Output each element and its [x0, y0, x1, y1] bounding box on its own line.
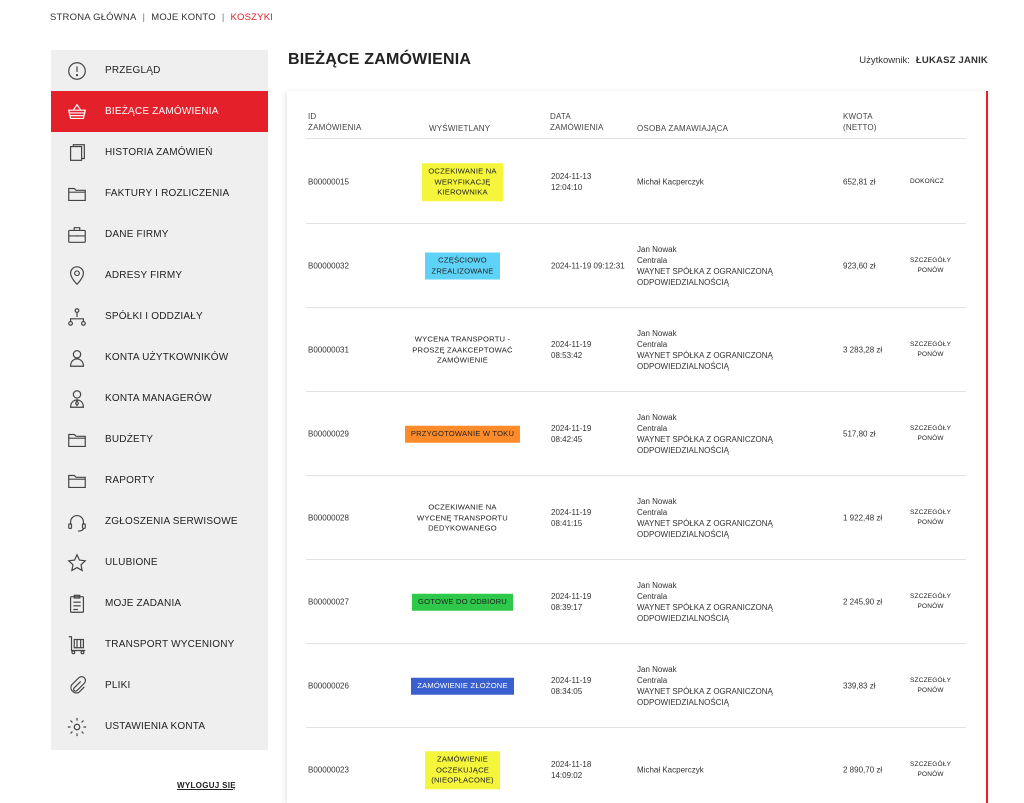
order-date-line: 2024-11-19	[551, 676, 592, 685]
alert-circle-icon	[65, 59, 89, 83]
order-date-line: 08:39:17	[551, 603, 583, 612]
status-line: (NIEOPŁACONE)	[431, 775, 494, 785]
order-id: B00000026	[308, 681, 349, 691]
status-badge	[398, 502, 528, 534]
header-divider	[306, 138, 966, 139]
ordering-person-line: ODPOWIEDZIALNOŚCIĄ	[637, 614, 730, 623]
row-actions	[910, 256, 951, 276]
ordering-person-line: WAYNET SPÓŁKA Z OGRANICZONĄ	[637, 687, 773, 696]
ordering-person	[637, 328, 827, 372]
header-order-date-line2: ZAMÓWIENIA	[550, 123, 604, 132]
details-link[interactable]: SZCZEGÓŁY	[910, 761, 952, 768]
order-id: B00000027	[308, 597, 349, 607]
basket-icon	[65, 100, 89, 124]
status-cell	[391, 426, 534, 443]
status-line: ZAMÓWIENIE	[437, 754, 488, 764]
order-date	[551, 261, 631, 272]
ordering-person-line: WAYNET SPÓŁKA Z OGRANICZONĄ	[637, 267, 773, 276]
sidebar-item-11[interactable]	[51, 501, 268, 542]
status-line: KIEROWNIKA	[437, 187, 488, 197]
sidebar-item-8[interactable]	[51, 378, 268, 419]
sidebar-item-label: RAPORTY	[105, 475, 155, 486]
status-line: OCZEKUJĄCE	[435, 764, 490, 774]
status-line: WYCENĘ TRANSPORTU	[417, 512, 508, 522]
sidebar-item-label: ADRESY FIRMY	[105, 270, 183, 281]
status-line: CZĘŚCIOWO	[438, 255, 487, 265]
repeat-link[interactable]: PONÓW	[917, 435, 944, 442]
ordering-person	[637, 664, 827, 708]
ordering-person	[637, 412, 827, 456]
order-date-line: 2024-11-19	[551, 340, 592, 349]
status-line: OCZEKIWANIE NA	[428, 166, 497, 176]
order-date-line: 2024-11-19 09:12:31	[551, 261, 625, 271]
details-link[interactable]: SZCZEGÓŁY	[910, 593, 952, 600]
location-pin-icon	[65, 264, 89, 288]
ordering-person-line: WAYNET SPÓŁKA Z OGRANICZONĄ	[637, 351, 773, 360]
sidebar-item-0[interactable]	[51, 50, 268, 91]
row-actions	[910, 177, 944, 187]
status-badge	[422, 163, 502, 201]
manager-icon	[65, 387, 89, 411]
sidebar-item-5[interactable]	[51, 255, 268, 296]
user-icon	[65, 346, 89, 370]
sidebar-item-label: MOJE ZADANIA	[105, 598, 182, 609]
clipboard-icon	[65, 592, 89, 616]
status-line: ZAMÓWIENIE ZŁOŻONE	[417, 680, 508, 690]
row-actions	[910, 340, 951, 360]
details-link[interactable]: SZCZEGÓŁY	[910, 425, 952, 432]
status-line: GOTOWE DO ODBIORU	[418, 596, 507, 606]
status-cell	[391, 253, 534, 280]
table-row	[287, 476, 987, 560]
sidebar-item-label: KONTA UŻYTKOWNIKÓW	[105, 352, 229, 363]
order-amount: 3 283,28 zł	[843, 345, 883, 355]
ordering-person-line: Jan Nowak	[637, 413, 677, 422]
status-line: ZAMÓWIENIE	[437, 355, 488, 365]
order-amount: 652,81 zł	[843, 177, 876, 187]
folder-icon	[65, 469, 89, 493]
sidebar-item-2[interactable]	[51, 132, 268, 173]
sidebar-item-10[interactable]	[51, 460, 268, 501]
order-date-line: 08:42:45	[551, 435, 583, 444]
ordering-person-line: WAYNET SPÓŁKA Z OGRANICZONĄ	[637, 435, 773, 444]
user-name: ŁUKASZ JANIK	[915, 55, 988, 66]
repeat-link[interactable]: PONÓW	[917, 351, 944, 358]
status-line: DEDYKOWANEGO	[428, 523, 497, 533]
sidebar-nav	[51, 50, 268, 750]
order-date-line: 12:04:10	[551, 183, 583, 192]
order-date	[551, 591, 631, 613]
row-actions	[910, 424, 951, 444]
order-date-line: 2024-11-13	[551, 172, 592, 181]
sidebar-item-15[interactable]	[51, 665, 268, 706]
ordering-person	[637, 244, 827, 288]
sidebar-item-label: SPÓŁKI I ODDZIAŁY	[105, 311, 203, 322]
breadcrumb-home-link[interactable]: STRONA GŁÓWNA	[50, 12, 137, 23]
header-displayed: WYŚWIETLANY	[429, 124, 491, 133]
repeat-link[interactable]: PONÓW	[917, 603, 944, 610]
sidebar-item-label: KONTA MANAGERÓW	[105, 393, 212, 404]
ordering-person-line: Centrala	[637, 256, 668, 265]
repeat-link[interactable]: PONÓW	[917, 267, 944, 274]
status-cell	[391, 502, 534, 534]
folder-icon	[65, 182, 89, 206]
row-actions	[910, 592, 951, 612]
ordering-person-line: Jan Nowak	[637, 497, 677, 506]
header-amount	[843, 111, 903, 133]
order-date-line: 08:34:05	[551, 687, 583, 696]
status-cell	[391, 594, 534, 611]
order-amount: 2 890,70 zł	[843, 765, 883, 775]
status-cell	[391, 678, 534, 695]
ordering-person-line: Michał Kacperczyk	[637, 177, 704, 187]
ordering-person-line: ODPOWIEDZIALNOŚCIĄ	[637, 530, 730, 539]
status-line: ZREALIZOWANE	[431, 266, 494, 275]
ordering-person	[637, 496, 827, 540]
order-date	[551, 759, 631, 781]
order-date-line: 14:09:02	[551, 771, 583, 780]
breadcrumb	[50, 12, 273, 23]
ordering-person-line: ODPOWIEDZIALNOŚCIĄ	[637, 446, 730, 455]
orders-panel	[287, 91, 988, 803]
gear-icon	[65, 715, 89, 739]
table-row	[287, 728, 987, 803]
order-date-line: 2024-11-19	[551, 508, 592, 517]
table-row	[287, 644, 987, 728]
ordering-person-line: Jan Nowak	[637, 245, 677, 254]
repeat-link[interactable]: PONÓW	[917, 771, 944, 778]
sidebar-item-14[interactable]	[51, 624, 268, 665]
table-row	[287, 560, 987, 644]
ordering-person-line: Centrala	[637, 508, 668, 517]
status-line: PROSZĘ ZAAKCEPTOWAĆ	[412, 344, 513, 354]
details-link[interactable]: SZCZEGÓŁY	[910, 341, 952, 348]
header-order-id-line2: ZAMÓWIENIA	[308, 123, 362, 132]
row-actions	[910, 760, 951, 780]
ordering-person-line: ODPOWIEDZIALNOŚCIĄ	[637, 362, 730, 371]
star-icon	[65, 551, 89, 575]
order-amount: 1 922,48 zł	[843, 513, 883, 523]
header-order-date	[550, 111, 620, 133]
order-amount: 517,80 zł	[843, 429, 876, 439]
ordering-person-line: Centrala	[637, 340, 668, 349]
table-row	[287, 308, 987, 392]
finish-link[interactable]: DOKOŃCZ	[910, 178, 944, 185]
status-cell	[391, 334, 534, 366]
ordering-person	[637, 177, 827, 188]
ordering-person-line: ODPOWIEDZIALNOŚCIĄ	[637, 278, 730, 287]
details-link[interactable]: SZCZEGÓŁY	[910, 509, 952, 516]
logout-link[interactable]: WYLOGUJ SIĘ	[177, 781, 236, 790]
order-id: B00000015	[308, 177, 349, 187]
status-badge	[411, 678, 514, 695]
header-order-date-line1: DATA	[550, 112, 571, 121]
ordering-person	[637, 765, 827, 776]
ordering-person-line: ODPOWIEDZIALNOŚCIĄ	[637, 698, 730, 707]
order-date-line: 08:53:42	[551, 351, 583, 360]
order-date-line: 2024-11-19	[551, 592, 592, 601]
order-id: B00000031	[308, 345, 349, 355]
sidebar-item-label: ULUBIONE	[105, 557, 158, 568]
header-order-id-line1: ID	[308, 112, 317, 121]
repeat-link[interactable]: PONÓW	[917, 687, 944, 694]
status-line: OCZEKIWANIE NA	[428, 502, 497, 512]
order-date-line: 2024-11-19	[551, 424, 592, 433]
header-amount-line2: (NETTO)	[843, 123, 877, 132]
status-badge	[425, 751, 500, 789]
paperclip-icon	[65, 674, 89, 698]
header-amount-line1: KWOTA	[843, 112, 873, 121]
sidebar-item-13[interactable]	[51, 583, 268, 624]
details-link[interactable]: SZCZEGÓŁY	[910, 677, 952, 684]
sidebar-item-3[interactable]	[51, 173, 268, 214]
order-amount: 339,83 zł	[843, 681, 876, 691]
breadcrumb-separator: |	[142, 12, 146, 23]
breadcrumb-carts-link[interactable]: KOSZYKI	[230, 12, 274, 23]
header-order-id	[308, 111, 378, 133]
sidebar-item-9[interactable]	[51, 419, 268, 460]
order-date	[551, 339, 631, 361]
table-row	[287, 224, 987, 308]
table-row	[287, 140, 987, 224]
sidebar-item-label: BIEŻĄCE ZAMÓWIENIA	[105, 106, 219, 117]
ordering-person-line: Centrala	[637, 676, 668, 685]
order-date	[551, 675, 631, 697]
sidebar-item-label: PRZEGLĄD	[105, 65, 161, 76]
ordering-person-line: WAYNET SPÓŁKA Z OGRANICZONĄ	[637, 519, 773, 528]
sidebar-item-label: BUDŻETY	[105, 434, 154, 445]
breadcrumb-separator: |	[221, 12, 225, 23]
sidebar-item-label: USTAWIENIA KONTA	[105, 721, 206, 732]
order-date	[551, 507, 631, 529]
order-id: B00000029	[308, 429, 349, 439]
headset-icon	[65, 510, 89, 534]
ordering-person-line: Jan Nowak	[637, 581, 677, 590]
user-label: Użytkownik:	[859, 55, 910, 66]
documents-icon	[65, 141, 89, 165]
sidebar-item-label: TRANSPORT WYCENIONY	[105, 639, 235, 650]
briefcase-icon	[65, 223, 89, 247]
row-actions	[910, 676, 951, 696]
status-badge	[425, 253, 499, 280]
ordering-person-line: Jan Nowak	[637, 329, 677, 338]
ordering-person-line: Centrala	[637, 592, 668, 601]
sidebar-item-label: HISTORIA ZAMÓWIEŃ	[105, 147, 213, 158]
details-link[interactable]: SZCZEGÓŁY	[910, 257, 952, 264]
ordering-person-line: Centrala	[637, 424, 668, 433]
user-info	[859, 55, 988, 66]
order-date-line: 08:41:15	[551, 519, 583, 528]
status-badge	[412, 594, 513, 611]
order-id: B00000023	[308, 765, 349, 775]
status-badge	[398, 334, 528, 366]
sidebar-item-label: FAKTURY I ROZLICZENIA	[105, 188, 230, 199]
page-title: BIEŻĄCE ZAMÓWIENIA	[288, 51, 472, 68]
ordering-person-line: Jan Nowak	[637, 665, 677, 674]
org-structure-icon	[65, 305, 89, 329]
order-id: B00000032	[308, 261, 349, 271]
sidebar-item-16[interactable]	[51, 706, 268, 747]
row-actions	[910, 508, 951, 528]
order-date-line: 2024-11-18	[551, 760, 592, 769]
breadcrumb-account-link[interactable]: MOJE KONTO	[151, 12, 216, 23]
status-cell	[391, 163, 534, 201]
status-line: PRZYGOTOWANIE W TOKU	[410, 428, 515, 438]
sidebar-item-6[interactable]	[51, 296, 268, 337]
order-amount: 2 245,90 zł	[843, 597, 883, 607]
order-id: B00000028	[308, 513, 349, 523]
status-badge	[405, 426, 520, 443]
folder-icon	[65, 428, 89, 452]
sidebar-item-4[interactable]	[51, 214, 268, 255]
trolley-icon	[65, 633, 89, 657]
order-date	[551, 171, 631, 193]
status-line: WYCENA TRANSPORTU -	[414, 334, 511, 344]
sidebar-item-label: DANE FIRMY	[105, 229, 169, 240]
status-cell	[391, 751, 534, 789]
order-amount: 923,60 zł	[843, 261, 876, 271]
order-date	[551, 423, 631, 445]
sidebar-item-1[interactable]	[51, 91, 268, 132]
repeat-link[interactable]: PONÓW	[917, 519, 944, 526]
header-ordering-person: OSOBA ZAMAWIAJĄCA	[637, 124, 729, 133]
ordering-person-line: WAYNET SPÓŁKA Z OGRANICZONĄ	[637, 603, 773, 612]
sidebar-item-label: ZGŁOSZENIA SERWISOWE	[105, 516, 238, 527]
sidebar-item-label: PLIKI	[105, 680, 131, 691]
status-line: WERYFIKACJĘ	[434, 176, 491, 186]
ordering-person-line: Michał Kacperczyk	[637, 765, 704, 775]
sidebar-item-7[interactable]	[51, 337, 268, 378]
table-row	[287, 392, 987, 476]
sidebar-item-12[interactable]	[51, 542, 268, 583]
ordering-person	[637, 580, 827, 624]
